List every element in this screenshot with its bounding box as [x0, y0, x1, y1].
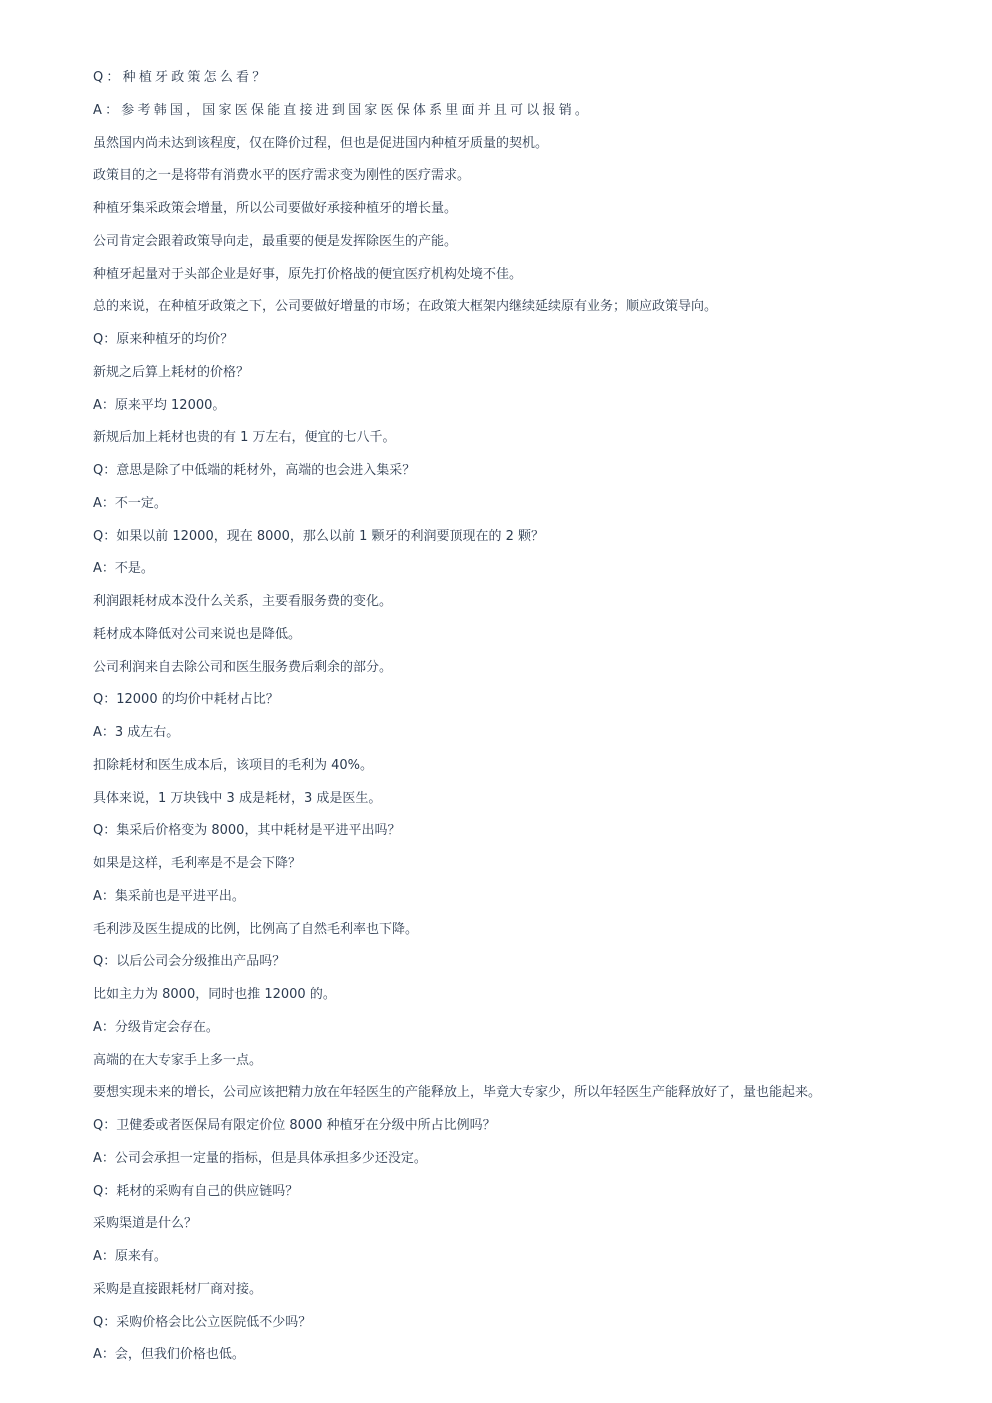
text-line: A：原来平均 12000。: [93, 397, 226, 413]
text-line: Q：12000 的均价中耗材占比？: [93, 692, 279, 708]
text-line: Q：种植牙政策怎么看？: [93, 70, 269, 85]
text-line: A：公司会承担一定量的指标，但是具体承担多少还没定。: [93, 1150, 427, 1166]
text-line: 种植牙集采政策会增量，所以公司要做好承接种植牙的增长量。: [93, 201, 458, 216]
transcript-body: [93, 68, 953, 1378]
text-line: A：3 成左右。: [93, 725, 180, 740]
text-line: Q：卫健委或者医保局有限定价位 8000 种植牙在分级中所占比例吗？: [93, 1118, 496, 1133]
text-line: 毛利涉及医生提成的比例，比例高了自然毛利率也下降。: [93, 921, 419, 937]
text-line: A：不是。: [93, 561, 154, 577]
text-line: 种植牙起量对于头部企业是好事，原先打价格战的便宜医疗机构处境不佳。: [93, 266, 523, 282]
text-line: Q：以后公司会分级推出产品吗？: [93, 954, 286, 970]
text-line: 高端的在大专家手上多一点。: [93, 1052, 263, 1068]
text-line: 如果是这样，毛利率是不是会下降？: [93, 856, 302, 871]
text-line: 新规之后算上耗材的价格？: [93, 364, 250, 380]
text-line: A：分级肯定会存在。: [93, 1019, 219, 1035]
text-line: A：原来有。: [93, 1249, 167, 1264]
text-line: A：会，但我们价格也低。: [93, 1347, 245, 1363]
text-line: Q：耗材的采购有自己的供应链吗？: [93, 1183, 299, 1199]
text-line: 具体来说，1 万块钱中 3 成是耗材，3 成是医生。: [93, 790, 382, 806]
text-line: 比如主力为 8000，同时也推 12000 的。: [93, 987, 336, 1002]
text-line: 扣除耗材和医生成本后，该项目的毛利为 40%。: [93, 757, 374, 773]
text-line: Q：如果以前 12000，现在 8000，那么以前 1 颗牙的利润要顶现在的 2 颗？: [93, 528, 545, 544]
text-line: 要想实现未来的增长，公司应该把精力放在年轻医生的产能释放上，毕竟大专家少，所以年轻医生产能释放好了，量也能起来。: [93, 1085, 822, 1101]
text-line: Q：意思是除了中低端的耗材外，高端的也会进入集采？: [93, 463, 416, 478]
text-line: 总的来说，在种植牙政策之下，公司要做好增量的市场；在政策大框架内继续延续原有业务；顺应政策导向。: [93, 299, 718, 315]
text-line: Q：采购价格会比公立医院低不少吗？: [93, 1314, 312, 1330]
text-line: 利润跟耗材成本没什么关系，主要看服务费的变化。: [93, 594, 393, 609]
text-line: A：参考韩国，国家医保能直接进到国家医保体系里面并且可以报销。: [93, 102, 592, 118]
text-line: 新规后加上耗材也贵的有 1 万左右，便宜的七八千。: [93, 430, 396, 446]
text-line: Q：集采后价格变为 8000，其中耗材是平进平出吗？: [93, 823, 401, 839]
text-line: 耗材成本降低对公司来说也是降低。: [93, 626, 302, 642]
text-line: 虽然国内尚未达到该程度，仅在降价过程，但也是促进国内种植牙质量的契机。: [93, 135, 549, 151]
text-line: A：不一定。: [93, 495, 167, 511]
text-line: 政策目的之一是将带有消费水平的医疗需求变为刚性的医疗需求。: [93, 168, 471, 184]
text-line: 采购是直接跟耗材厂商对接。: [93, 1281, 263, 1297]
text-line: 公司肯定会跟着政策导向走，最重要的便是发挥除医生的产能。: [93, 233, 458, 249]
text-line: Q：原来种植牙的均价？: [93, 332, 234, 347]
text-line: 采购渠道是什么？: [93, 1216, 198, 1232]
text-line: A：集采前也是平进平出。: [93, 888, 245, 904]
text-line: 公司利润来自去除公司和医生服务费后剩余的部分。: [93, 659, 393, 675]
